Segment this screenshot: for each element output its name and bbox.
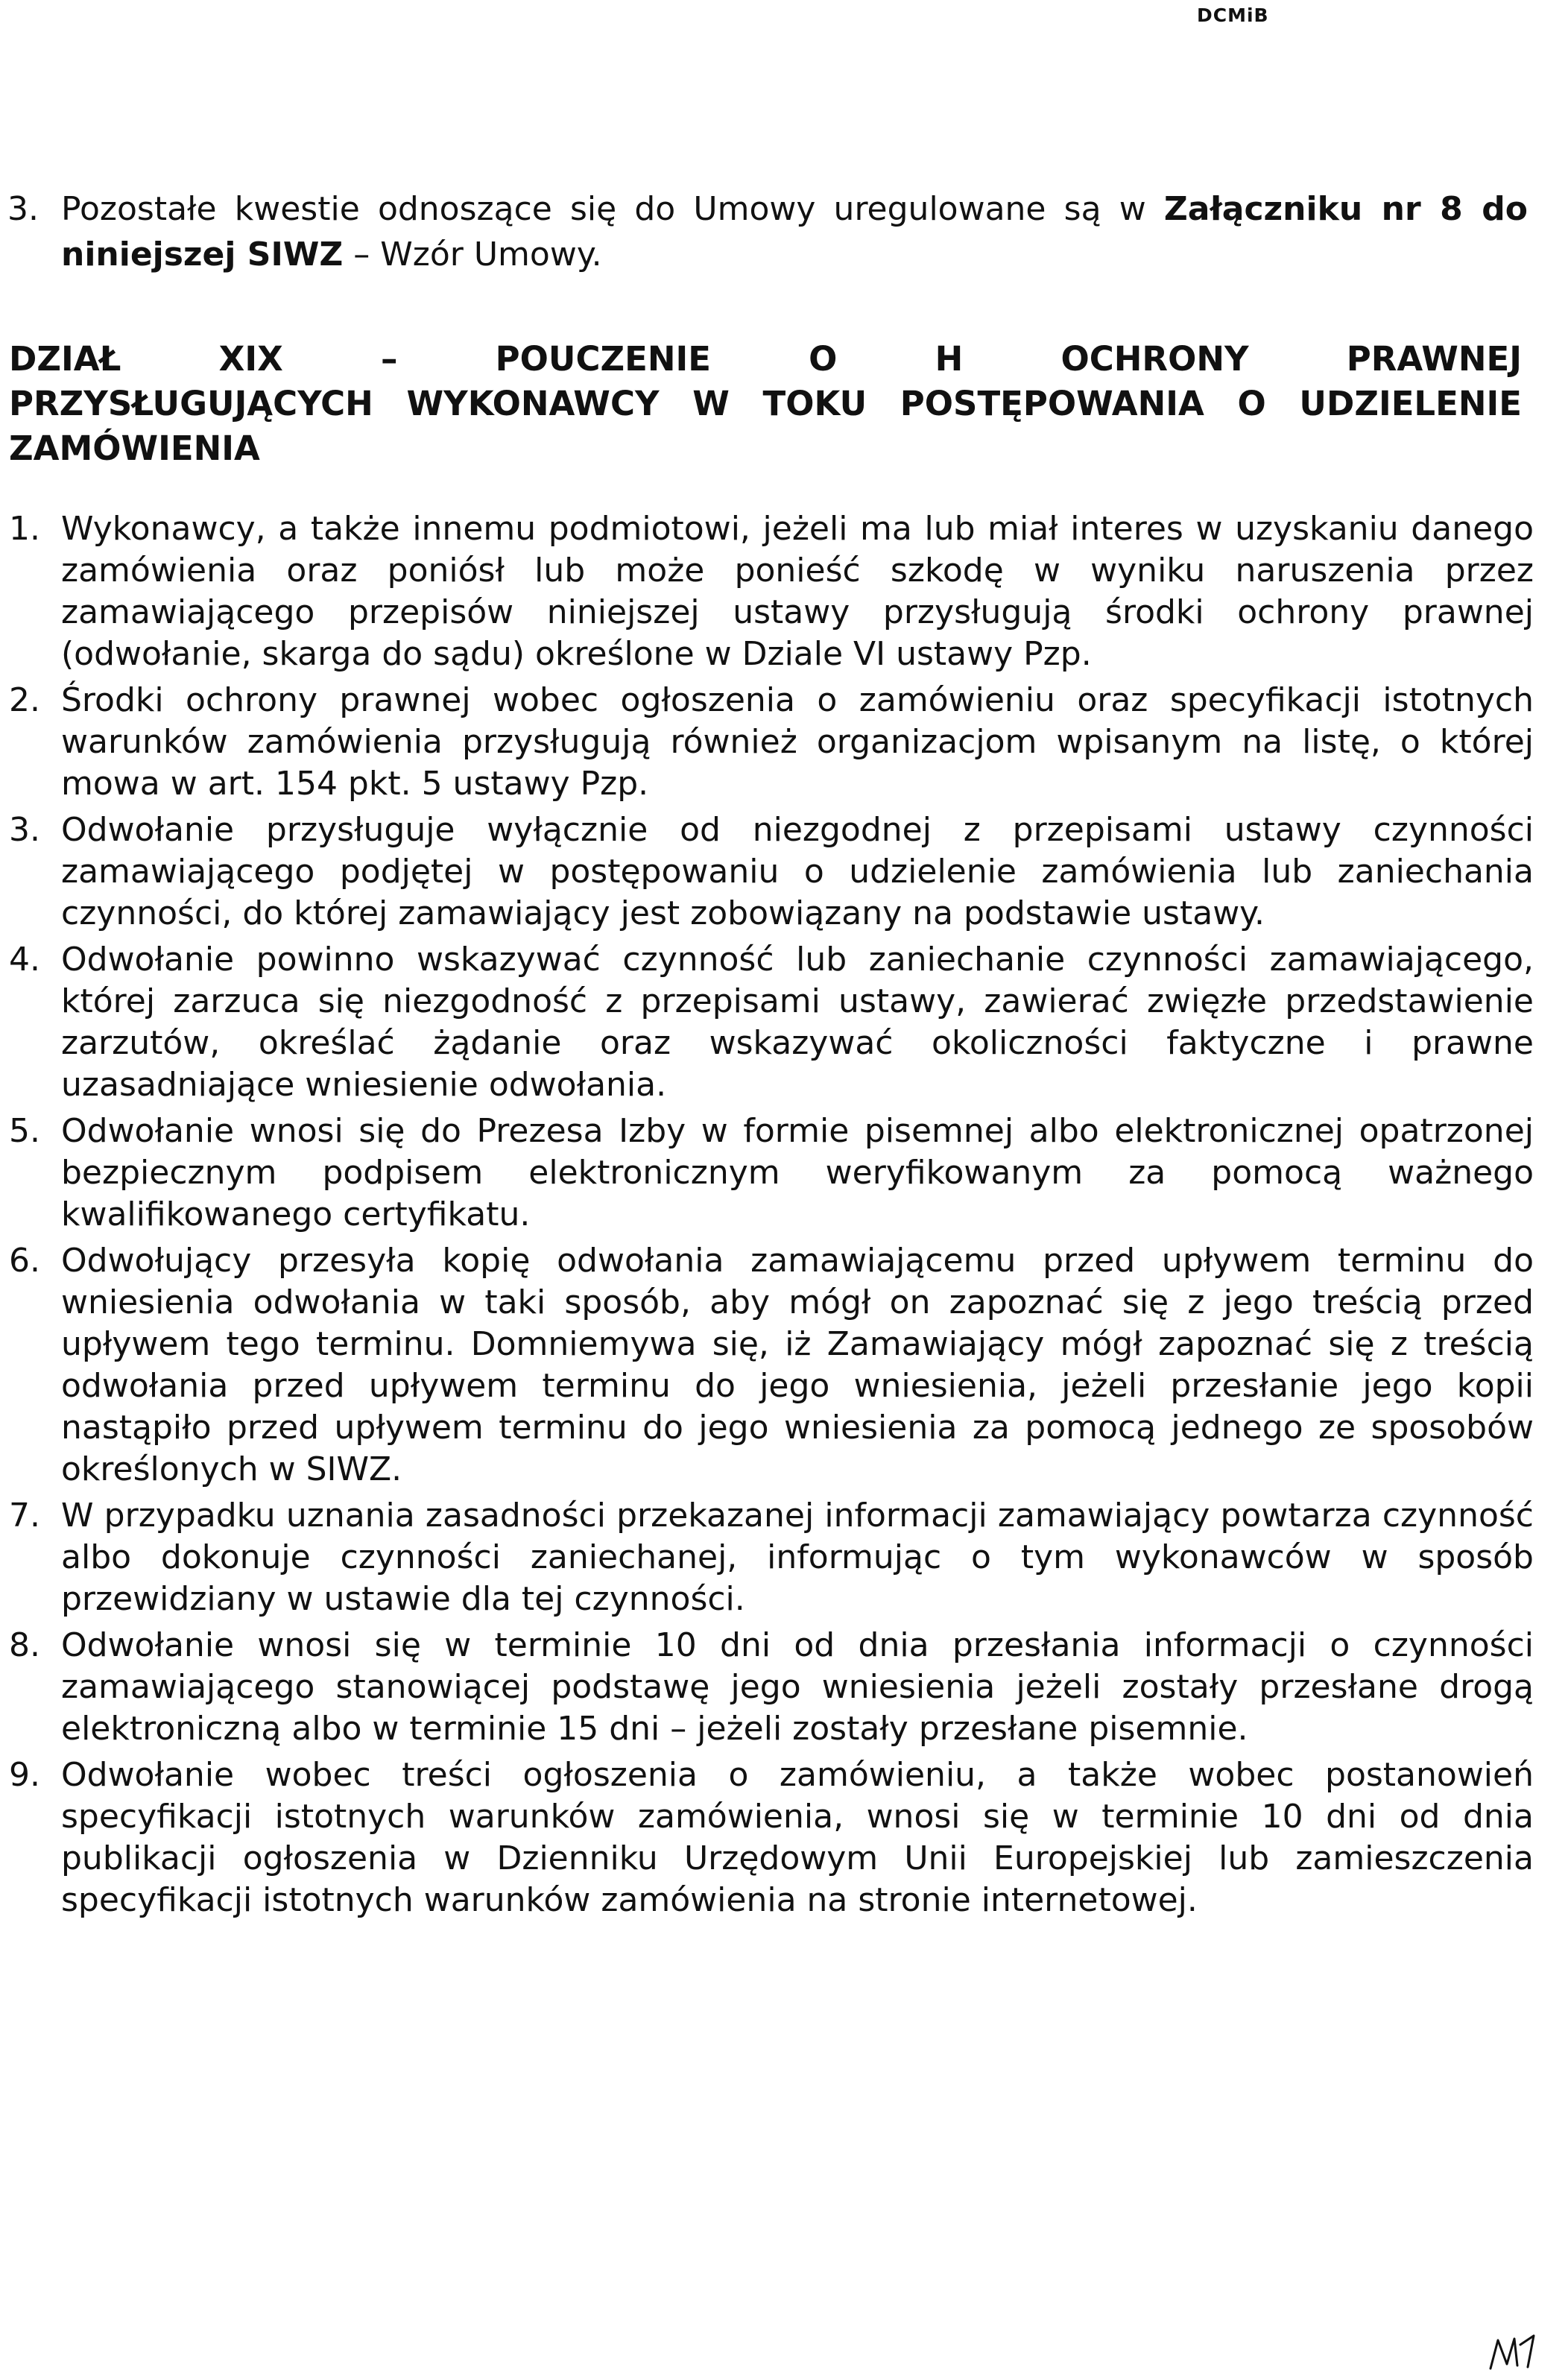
list-item-number: 8. [9, 1626, 40, 1664]
intro-text-before: Pozostałe kwestie odnoszące się do Umowy uregulowane są w [61, 190, 1164, 228]
list-item-text: Odwołanie wobec treści ogłoszenia o zamówieniu, a także wobec postanowień specyfikacji istotnych warunków zamówienia, wnosi się w terminie 10 dni od dnia publikacji ogłoszenia w Dzienniku Urzędowym Unii Europejskiej lub zamieszczenia specyfikacji istotnych warunków zamówienia na stronie internetowej. [61, 1756, 1534, 1919]
list-item [9, 1110, 1534, 1236]
section-heading [9, 337, 1522, 471]
list-item [9, 1495, 1534, 1620]
list-item-text: Odwołanie wnosi się do Prezesa Izby w formie pisemnej albo elektronicznej opatrzonej bezpiecznym podpisem elektronicznym weryfikowanym za pomocą ważnego kwalifikowanego certyfikatu. [61, 1112, 1534, 1233]
list-item [9, 508, 1534, 675]
list-item-text: Wykonawcy, a także innemu podmiotowi, jeżeli ma lub miał interes w uzyskaniu danego zamówienia oraz poniósł lub może ponieść szkodę w wyniku naruszenia przez zamawiającego przepisów niniejszej ustawy przysługują środki ochrony prawnej (odwołanie, skarga do sądu) określone w Dziale VI ustawy Pzp. [61, 510, 1534, 673]
list-item-number: 4. [9, 941, 40, 979]
section-heading-line: PRZYSŁUGUJĄCYCH WYKONAWCY W TOKU POSTĘPOWANIA O UDZIELENIE [9, 384, 1522, 423]
intro-paragraph [7, 186, 1528, 277]
handwritten-signature [1488, 2331, 1540, 2372]
list-item [9, 1754, 1534, 1921]
list-item-number: 6. [9, 1242, 40, 1280]
list-item [9, 809, 1534, 935]
list-item-number: 1. [9, 510, 40, 548]
list-item [9, 1240, 1534, 1491]
list-item-number: 5. [9, 1112, 40, 1150]
list-item-text: Środki ochrony prawnej wobec ogłoszenia o zamówieniu oraz specyfikacji istotnych warunków zamówienia przysługują również organizacjom wpisanym na listę, o której mowa w art. 154 pkt. 5 ustawy Pzp. [61, 681, 1534, 803]
section-heading-line: ZAMÓWIENIA [9, 429, 260, 468]
list-item [9, 939, 1534, 1106]
intro-text-after: – Wzór Umowy. [343, 236, 602, 274]
list-item-text: Odwołanie wnosi się w terminie 10 dni od dnia przesłania informacji o czynności zamawiającego stanowiącej podstawę jego wniesienia jeżeli zostały przesłane drogą elektroniczną albo w terminie 15 dni – jeżeli zostały przesłane pisemnie. [61, 1626, 1534, 1748]
list-item-number: 2. [9, 681, 40, 719]
intro-text [61, 186, 1528, 277]
list-item [9, 1625, 1534, 1750]
list-item-number: 7. [9, 1497, 40, 1535]
list-item-text: Odwołanie przysługuje wyłącznie od niezgodnej z przepisami ustawy czynności zamawiającego podjętej w postępowaniu o udzielenie zamówienia lub zaniechania czynności, do której zamawiający jest zobowiązany na podstawie ustawy. [61, 811, 1534, 932]
list-item-number: 9. [9, 1756, 40, 1794]
intro-number: 3. [7, 190, 39, 228]
header-code: DCMiB [1197, 4, 1269, 26]
list-item [9, 680, 1534, 805]
numbered-list [9, 508, 1534, 1926]
intro-text-bold: Załączniku nr 8 do niniejszej SIWZ [61, 190, 1528, 274]
list-item-text: Odwołujący przesyła kopię odwołania zamawiającemu przed upływem terminu do wniesienia odwołania w taki sposób, aby mógł on zapoznać się z jego treścią przed upływem tego terminu. Domniemywa się, iż Zamawiający mógł zapoznać się z treścią odwołania przed upływem terminu do jego wniesienia, jeżeli przesłanie jego kopii nastąpiło przed upływem terminu do jego wniesienia za pomocą jednego ze sposobów określonych w SIWZ. [61, 1242, 1534, 1488]
section-heading-line: DZIAŁ XIX – POUCZENIE O H OCHRONY PRAWNEJ [9, 339, 1522, 379]
list-item-text: W przypadku uznania zasadności przekazanej informacji zamawiający powtarza czynność albo dokonuje czynności zaniechanej, informując o tym wykonawców w sposób przewidziany w ustawie dla tej czynności. [61, 1497, 1534, 1618]
list-item-text: Odwołanie powinno wskazywać czynność lub zaniechanie czynności zamawiającego, której zarzuca się niezgodność z przepisami ustawy, zawierać zwięzłe przedstawienie zarzutów, określać żądanie oraz wskazywać okoliczności faktyczne i prawne uzasadniające wniesienie odwołania. [61, 941, 1534, 1104]
list-item-number: 3. [9, 811, 40, 849]
